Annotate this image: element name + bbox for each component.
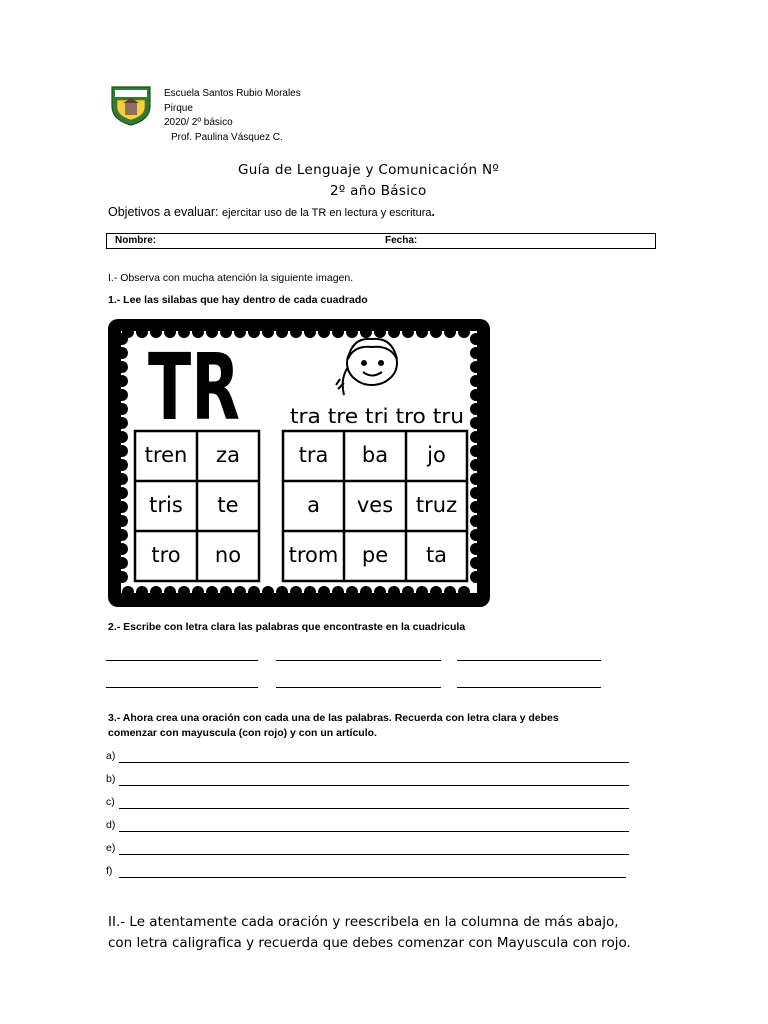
- scallop-border-bump: [116, 333, 128, 345]
- syllable-cell: ves: [356, 493, 394, 517]
- scallop-border-bump: [220, 586, 232, 598]
- scallop-border-bump: [470, 417, 482, 429]
- scallop-border-bump: [388, 326, 400, 338]
- syllable-cell: tris: [149, 493, 183, 517]
- scallop-border-bump: [388, 586, 400, 598]
- scallop-border-bump: [116, 487, 128, 499]
- scallop-border-bump: [318, 326, 330, 338]
- section2-line1: II.- Le atentamente cada oración y reescribela en la columna de más abajo,: [108, 914, 619, 930]
- scallop-border-bump: [360, 326, 372, 338]
- sentence-letter: f): [106, 865, 113, 877]
- scallop-border-bump: [470, 445, 482, 457]
- name-date-box: [106, 233, 656, 249]
- scallop-border-bump: [164, 586, 176, 598]
- scallop-border-bump: [470, 571, 482, 583]
- scallop-border-bump: [470, 431, 482, 443]
- scallop-border-bump: [116, 403, 128, 415]
- scallop-border-bump: [458, 586, 470, 598]
- guide-subtitle: 2º año Básico: [330, 183, 427, 199]
- scallop-border-bump: [444, 326, 456, 338]
- scallop-border-bump: [116, 389, 128, 401]
- scallop-border-bump: [262, 326, 274, 338]
- section2-line2: con letra caligrafica y recuerda que debes comenzar con Mayuscula con rojo.: [108, 935, 631, 951]
- scallop-border-bump: [116, 571, 128, 583]
- scallop-border-bump: [470, 501, 482, 513]
- syllable-cell: a: [307, 493, 320, 517]
- scallop-border-bump: [402, 586, 414, 598]
- syllable-cell: pe: [361, 543, 389, 567]
- sentence-answer-line[interactable]: [119, 877, 626, 878]
- scallop-border-bump: [116, 501, 128, 513]
- scallop-border-bump: [470, 459, 482, 471]
- scallop-border-bump: [470, 347, 482, 359]
- sentence-letter: c): [106, 796, 115, 808]
- section2-instructions: [108, 912, 631, 954]
- answer-line[interactable]: [106, 660, 258, 661]
- question-2: 2.- Escribe con letra clara las palabras que encontraste en la cuadricula: [108, 621, 466, 633]
- scallop-border-bump: [116, 515, 128, 527]
- scallop-border-bump: [116, 431, 128, 443]
- scallop-border-bump: [470, 333, 482, 345]
- sentence-answer-line[interactable]: [119, 808, 629, 809]
- syllable-cell: tro: [151, 543, 181, 567]
- scallop-border-bump: [116, 417, 128, 429]
- big-tr-title: TR: [148, 334, 240, 441]
- scallop-border-bump: [360, 586, 372, 598]
- scallop-border-bump: [470, 529, 482, 541]
- scallop-border-bump: [374, 326, 386, 338]
- sentence-answer-line[interactable]: [119, 785, 629, 786]
- school-name: Escuela Santos Rubio Morales: [164, 88, 301, 99]
- answer-line[interactable]: [457, 687, 601, 688]
- sentence-answer-line[interactable]: [119, 831, 629, 832]
- syllable-cell: ta: [425, 543, 448, 567]
- scallop-border-bump: [136, 586, 148, 598]
- date-label: Fecha:: [385, 235, 418, 246]
- scallop-border-bump: [332, 586, 344, 598]
- guide-title: Guía de Lenguaje y Comunicación Nº: [238, 162, 500, 178]
- syllables-line: tra tre tri tro tru: [290, 404, 464, 428]
- scallop-border-bump: [262, 586, 274, 598]
- answer-line[interactable]: [106, 687, 258, 688]
- scallop-border-bump: [276, 326, 288, 338]
- scallop-border-bump: [248, 586, 260, 598]
- scallop-border-bump: [470, 375, 482, 387]
- scallop-border-bump: [346, 326, 358, 338]
- scallop-border-bump: [136, 326, 148, 338]
- sentence-letter: a): [106, 750, 116, 762]
- scallop-border-bump: [318, 586, 330, 598]
- scallop-border-bump: [116, 375, 128, 387]
- syllable-cell: truz: [415, 493, 458, 517]
- school-header: [164, 87, 301, 145]
- scallop-border-bump: [402, 326, 414, 338]
- section1-heading: I.- Observa con mucha atención la siguiente imagen.: [108, 272, 354, 284]
- answer-line[interactable]: [276, 660, 441, 661]
- objectives: [108, 205, 435, 219]
- scallop-border-bump: [116, 361, 128, 373]
- syllable-cell: trom: [288, 543, 339, 567]
- syllable-cell: tra: [298, 443, 329, 467]
- scallop-border-bump: [444, 586, 456, 598]
- sentence-letter: b): [106, 773, 116, 785]
- syllable-cell: ba: [361, 443, 389, 467]
- objectives-text: ejercitar uso de la TR en lectura y escritura: [221, 207, 432, 219]
- scallop-border-bump: [304, 586, 316, 598]
- answer-line[interactable]: [276, 687, 441, 688]
- syllable-cell: za: [216, 443, 240, 467]
- teacher-name: Prof. Paulina Vásquez C.: [171, 131, 283, 143]
- school-town: Pirque: [164, 102, 193, 114]
- scallop-border-bump: [116, 347, 128, 359]
- scallop-border-bump: [416, 586, 428, 598]
- year-grade: 2020/ 2º básico: [164, 117, 233, 128]
- sentence-letter: e): [106, 842, 116, 854]
- objectives-period: .: [431, 205, 435, 219]
- question-1: 1.- Lee las silabas que hay dentro de cada cuadrado: [108, 294, 368, 306]
- scallop-border-bump: [374, 586, 386, 598]
- scallop-border-bump: [470, 361, 482, 373]
- tr-syllable-image: [108, 319, 490, 607]
- scallop-border-bump: [416, 326, 428, 338]
- syllable-cell: te: [217, 493, 239, 517]
- scallop-border-bump: [206, 586, 218, 598]
- school-crest-logo: [110, 84, 152, 126]
- sentence-answer-line[interactable]: [119, 762, 629, 763]
- sentence-letter: d): [106, 819, 116, 831]
- scallop-border-bump: [470, 473, 482, 485]
- scallop-border-bump: [470, 543, 482, 555]
- scallop-border-bump: [116, 445, 128, 457]
- scallop-border-bump: [116, 543, 128, 555]
- question-3-line2: comenzar con mayuscula (con rojo) y con un artículo.: [108, 727, 377, 739]
- syllable-cell: tren: [144, 443, 188, 467]
- scallop-border-bump: [248, 326, 260, 338]
- scallop-border-bump: [470, 557, 482, 569]
- sentence-answer-line[interactable]: [119, 854, 629, 855]
- scallop-border-bump: [116, 473, 128, 485]
- scallop-border-bump: [276, 586, 288, 598]
- question-3-line1: 3.- Ahora crea una oración con cada una de las palabras. Recuerda con letra clara y debes: [108, 712, 559, 724]
- scallop-border-bump: [430, 326, 442, 338]
- scallop-border-bump: [470, 515, 482, 527]
- scallop-border-bump: [116, 529, 128, 541]
- scallop-border-bump: [290, 586, 302, 598]
- scallop-border-bump: [116, 557, 128, 569]
- scallop-border-bump: [458, 326, 470, 338]
- name-label: Nombre:: [115, 235, 157, 246]
- scallop-border-bump: [234, 586, 246, 598]
- scallop-border-bump: [122, 586, 134, 598]
- scallop-border-bump: [304, 326, 316, 338]
- answer-line[interactable]: [457, 660, 601, 661]
- scallop-border-bump: [332, 326, 344, 338]
- scallop-border-bump: [192, 586, 204, 598]
- scallop-border-bump: [470, 389, 482, 401]
- syllable-cell: jo: [427, 443, 446, 467]
- scallop-border-bump: [290, 326, 302, 338]
- objectives-label: Objetivos a evaluar:: [108, 205, 219, 219]
- scallop-border-bump: [346, 586, 358, 598]
- scallop-border-bump: [116, 459, 128, 471]
- scallop-border-bump: [470, 403, 482, 415]
- scallop-border-bump: [150, 586, 162, 598]
- syllable-cell: no: [214, 543, 242, 567]
- scallop-border-bump: [178, 586, 190, 598]
- scallop-border-bump: [470, 487, 482, 499]
- scallop-border-bump: [430, 586, 442, 598]
